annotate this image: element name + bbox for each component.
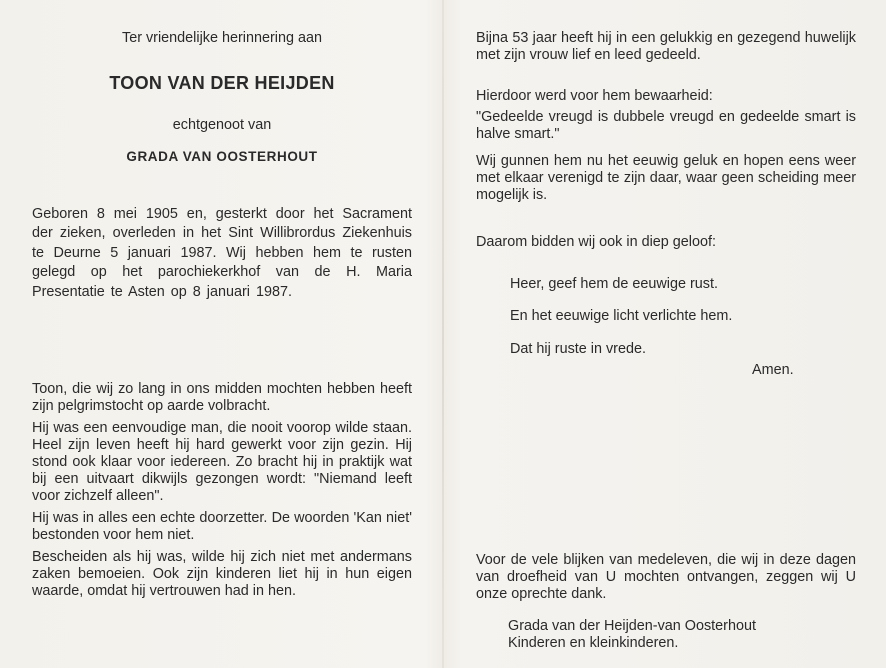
wish-paragraph [476, 153, 856, 204]
fold-divider [442, 0, 444, 668]
intro-line: Ter vriendelijke herinnering aan [122, 30, 322, 46]
tribute-paragraph: Toon, die wij zo lang in ons midden mochten hebben heeft zijn pelgrimstocht op aarde volbracht. [32, 381, 412, 414]
spouse-name: GRADA VAN OOSTERHOUT [126, 149, 318, 164]
tribute-text [32, 381, 412, 605]
wish-text: Wij gunnen hem nu het eeuwig geluk en hopen eens weer met elkaar verenigd te zijn daar, waar geen scheiding meer mogelijk is. [476, 153, 856, 203]
preserved-line [476, 88, 856, 105]
tribute-paragraph: Hij was een eenvoudige man, die nooit voorop wilde staan. Heel zijn leven heeft hij hard gewerkt voor zijn gezin. Hij stond ook klaar voor iedereen. Zo bracht hij in praktijk wat bij een uitvaart dikwijls gezongen wordt: "Niemand leeft voor zichzelf alleen". [32, 420, 412, 504]
prayer-line: Heer, geef hem de eeuwige rust. [510, 276, 718, 292]
tribute-paragraph: Bescheiden als hij was, wilde hij zich niet met andermans zaken bemoeien. Ook zijn kinderen liet hij in hun eigen waarde, omdat hij vertrouwen had in hen. [32, 549, 412, 599]
thanks-paragraph [476, 552, 856, 603]
prayer-line: En het eeuwige licht verlichte hem. [510, 308, 733, 324]
prayer-intro [476, 234, 856, 251]
signature-block [508, 618, 848, 652]
tribute-paragraph: Hij was in alles een echte doorzetter. De woorden 'Kan niet' bestonden voor hem niet. [32, 510, 412, 543]
marriage-paragraph [476, 30, 856, 64]
prayer-line: Dat hij ruste in vrede. [510, 341, 646, 357]
quote-text: "Gedeelde vreugd is dubbele vreugd en gedeelde smart is halve smart." [476, 109, 856, 142]
prayer-intro-text: Daarom bidden wij ook in diep geloof: [476, 234, 716, 250]
thanks-text: Voor de vele blijken van medeleven, die wij in deze dagen van droefheid van U mochten ontvangen, zeggen wij U onze oprechte dank. [476, 552, 856, 602]
preserved-text: Hierdoor werd voor hem bewaarheid: [476, 88, 713, 104]
marriage-text: Bijna 53 jaar heeft hij in een gelukkig en gezegend huwelijk met zijn vrouw lief en leed gedeeld. [476, 30, 856, 63]
spouse-label: echtgenoot van [172, 117, 272, 133]
deceased-name: TOON VAN DER HEIJDEN [109, 73, 335, 93]
biography-paragraph: Geboren 8 mei 1905 en, gesterkt door het Sacrament der zieken, overleden in het Sint Willibrordus Ziekenhuis te Deurne 5 januari 1987. Wij hebben hem te rusten gelegd op het parochiekerkhof van de H. Maria Presentatie te Asten op 8 januari 1987. [32, 206, 412, 300]
signature-name: Grada van der Heijden-van Oosterhout [508, 618, 756, 634]
quote-paragraph [476, 109, 856, 143]
amen-text: Amen. [752, 362, 794, 378]
signature-family: Kinderen en kleinkinderen. [508, 635, 679, 651]
